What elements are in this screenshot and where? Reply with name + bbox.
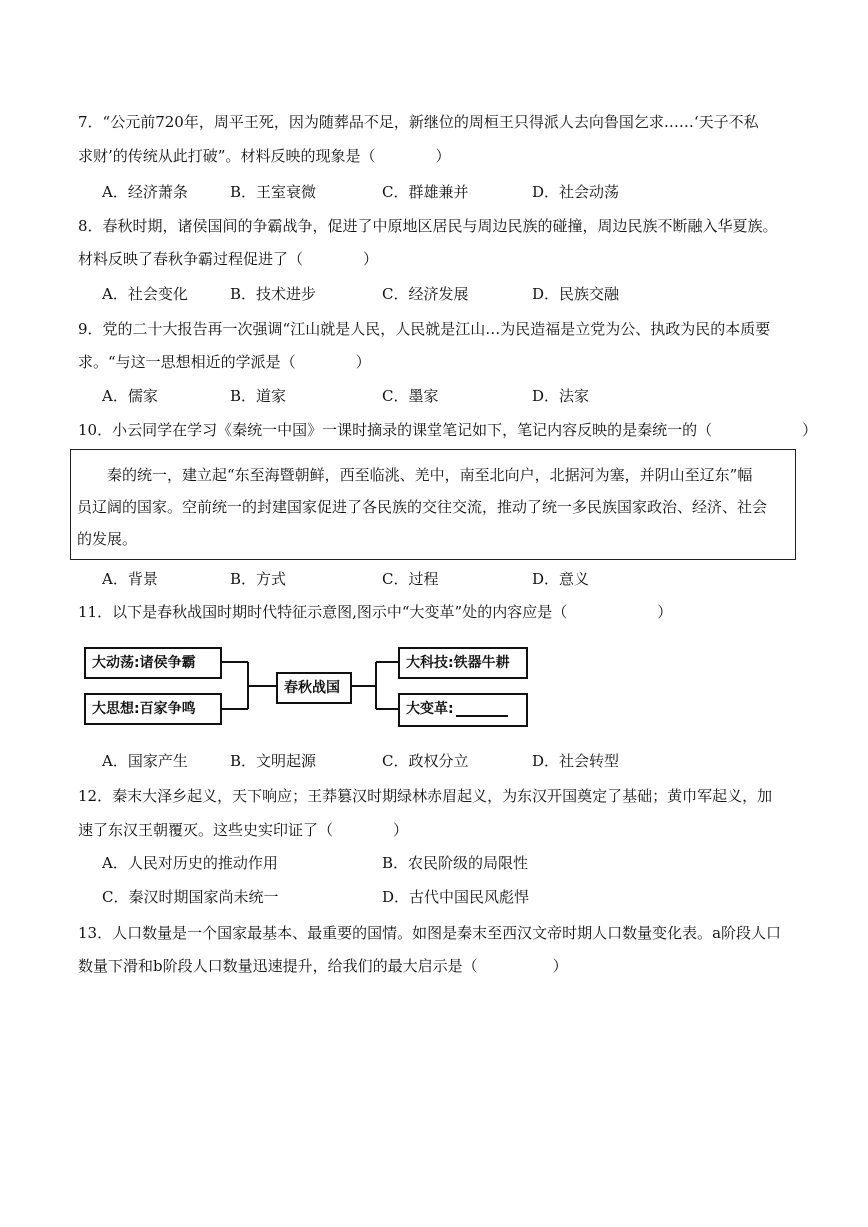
q12-option-b[interactable]: B．农民阶级的局限性 — [382, 854, 529, 872]
q12-option-a[interactable]: A．人民对历史的推动作用 — [102, 854, 278, 872]
node-spring-autumn-warring-states: 春秋战国 — [276, 672, 352, 704]
q11-option-d[interactable]: D．社会转型 — [532, 752, 620, 770]
node-great-turmoil: 大动荡:诸侯争霸 — [84, 647, 222, 679]
q8-option-b[interactable]: B．技术进步 — [230, 285, 317, 303]
q7-option-c[interactable]: C．群雄兼并 — [382, 183, 469, 201]
q10-stem-line1: 10．小云同学在学习《秦统一中国》一课时摘录的课堂笔记如下，笔记内容反映的是秦统一的（ ） — [78, 421, 818, 439]
q11-option-b[interactable]: B．文明起源 — [230, 752, 317, 770]
node-great-technology: 大科技:铁器牛耕 — [398, 647, 528, 679]
q10-option-b[interactable]: B．方式 — [230, 570, 287, 588]
q7-option-d[interactable]: D．社会动荡 — [532, 183, 620, 201]
q8-stem-line1: 8．春秋时期，诸侯国间的争霸战争，促进了中原地区居民与周边民族的碰撞，周边民族不断融入华夏族。 — [78, 217, 778, 235]
q13-stem-line2: 数量下滑和b阶段人口数量迅速提升，给我们的最大启示是（ ） — [78, 957, 568, 975]
q9-stem-line2: 求。“与这一思想相近的学派是（ ） — [78, 353, 371, 371]
q8-option-a[interactable]: A．社会变化 — [102, 285, 188, 303]
q10-notes-box — [70, 449, 796, 560]
q9-option-a[interactable]: A．儒家 — [102, 387, 158, 405]
q9-option-c[interactable]: C．墨家 — [382, 387, 439, 405]
q7-option-b[interactable]: B．王室衰微 — [230, 183, 317, 201]
q10-notes-line2: 员辽阔的国家。空前统一的封建国家促进了各民族的交往交流，推动了统一多民族国家政治、经济、社会 — [77, 498, 768, 516]
q11-option-c[interactable]: C．政权分立 — [382, 752, 469, 770]
q11-stem-line1: 11．以下是春秋战国时期时代特征示意图,图示中“大变革”处的内容应是（ ） — [78, 603, 673, 621]
node-great-reform — [398, 693, 528, 727]
q8-option-d[interactable]: D．民族交融 — [532, 285, 620, 303]
q9-stem-line1: 9．党的二十大报告再一次强调“江山就是人民，人民就是江山…为民造福是立党为公、执政为民的本质要 — [78, 320, 771, 338]
q13-stem-line1: 13．人口数量是一个国家最基本、最重要的国情。如图是秦末至西汉文帝时期人口数量变化表。a阶段人口 — [78, 924, 782, 942]
q10-notes-line1: 秦的统一，建立起“东至海暨朝鲜，西至临洮、羌中，南至北向户，北据河为塞，并阴山至辽东”幅 — [77, 466, 753, 484]
q12-option-c[interactable]: C．秦汉时期国家尚未统一 — [102, 888, 279, 906]
q8-stem-line2: 材料反映了春秋争霸过程促进了（ ） — [78, 250, 379, 268]
node-great-thought: 大思想:百家争鸣 — [84, 693, 222, 725]
q11-option-a[interactable]: A．国家产生 — [102, 752, 188, 770]
q7-stem-line1: 7．“公元前720年，周平王死，因为随葬品不足，新继位的周桓王只得派人去向鲁国乞求……‘天子不私 — [78, 113, 759, 131]
q8-option-c[interactable]: C．经济发展 — [382, 285, 469, 303]
q10-option-c[interactable]: C．过程 — [382, 570, 439, 588]
node-great-reform-label: 大变革: — [406, 701, 454, 717]
q12-stem-line1: 12．秦末大泽乡起义，天下响应；王莽篡汉时期绿林赤眉起义，为东汉开国奠定了基础；黄巾军起义，加 — [78, 787, 773, 805]
q10-notes-line3: 的发展。 — [77, 530, 138, 548]
q12-stem-line2: 速了东汉王朝覆灭。这些史实印证了（ ） — [78, 821, 409, 839]
q7-option-a[interactable]: A．经济萧条 — [102, 183, 188, 201]
q10-option-a[interactable]: A．背景 — [102, 570, 158, 588]
q10-option-d[interactable]: D．意义 — [532, 570, 590, 588]
q7-stem-line2: 求财’的传统从此打破”。材料反映的现象是（ ） — [78, 147, 451, 165]
q9-option-d[interactable]: D．法家 — [532, 387, 590, 405]
era-features-diagram — [78, 640, 538, 740]
q12-option-d[interactable]: D．古代中国民风彪悍 — [382, 888, 530, 906]
answer-blank — [456, 697, 508, 717]
q9-option-b[interactable]: B．道家 — [230, 387, 287, 405]
